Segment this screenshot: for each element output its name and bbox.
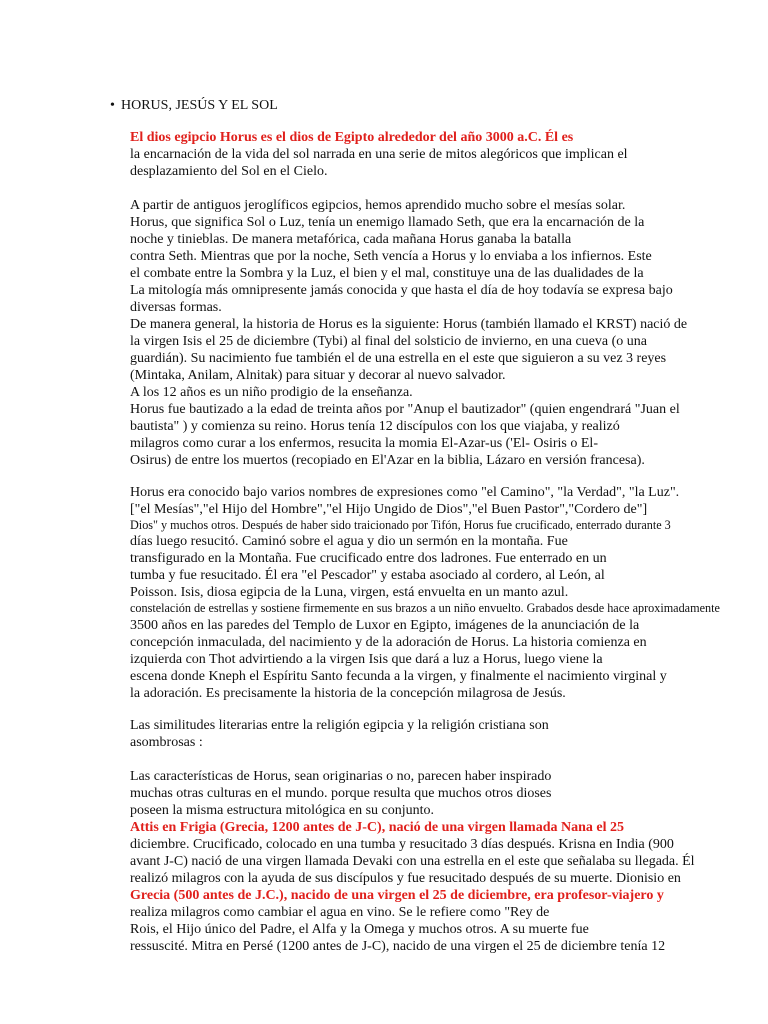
text-line: milagros como curar a los enfermos, resucita la momia El-Azar-us ('El- Osiris o El- xyxy=(130,436,598,451)
text-line: Dios" y muchos otros. Después de haber sido traicionado por Tifón, Horus fue crucificado, enterrado durante 3 xyxy=(130,518,671,532)
text-line: la virgen Isis el 25 de diciembre (Tybi) al final del solsticio de invierno, en una cueva (o una xyxy=(130,334,647,349)
text-line: la adoración. Es precisamente la historia de la concepción milagrosa de Jesús. xyxy=(130,686,566,701)
text-line: Grecia (500 antes de J.C.), nacido de una virgen el 25 de diciembre, era profesor-viajero y xyxy=(130,888,664,903)
text-line: constelación de estrellas y sostiene firmemente en sus brazos a un niño envuelto. Grabados desde hace aproximadamente xyxy=(130,601,720,615)
text-line: asombrosas : xyxy=(130,735,203,750)
text-line: el combate entre la Sombra y la Luz, el bien y el mal, constituye una de las dualidades de la xyxy=(130,266,644,281)
text-line: A partir de antiguos jeroglíficos egipcios, hemos aprendido mucho sobre el mesías solar. xyxy=(130,198,626,213)
text-line: guardián). Su nacimiento fue también el de una estrella en el este que siguieron a su vez 3 reyes xyxy=(130,351,667,366)
text-line: realizó milagros con la ayuda de sus discípulos y fue resucitado después de su muerte. Dionisio en xyxy=(130,871,681,886)
text-line: noche y tinieblas. De manera metafórica, cada mañana Horus ganaba la batalla xyxy=(130,232,572,247)
text-line: (Mintaka, Anilam, Alnitak) para situar y decorar al nuevo salvador. xyxy=(130,368,506,383)
text-line: ["el Mesías","el Hijo del Hombre","el Hijo Ungido de Dios","el Buen Pastor","Cordero de"] xyxy=(130,502,648,517)
text-line: izquierda con Thot advirtiendo a la virgen Isis que dará a luz a Horus, luego viene la xyxy=(130,652,603,667)
text-line: ressuscité. Mitra en Persé (1200 antes de J-C), nacido de una virgen el 25 de diciembre tenía 12 xyxy=(130,939,666,954)
text-line: Horus fue bautizado a la edad de treinta años por "Anup el bautizador" (quien engendrará "Juan el xyxy=(130,402,680,417)
text-line: la encarnación de la vida del sol narrada en una serie de mitos alegóricos que implican el xyxy=(130,147,628,162)
text-line: tumba y fue resucitado. Él era "el Pescador" y estaba asociado al cordero, al León, al xyxy=(130,568,605,583)
text-line: bautista" ) y comienza su reino. Horus tenía 12 discípulos con los que viajaba, y realizó xyxy=(130,419,620,434)
text-line: El dios egipcio Horus es el dios de Egipto alrededor del año 3000 a.C. Él es xyxy=(130,130,574,145)
text-line: escena donde Kneph el Espíritu Santo fecunda a la virgen, y finalmente el nacimiento virginal y xyxy=(130,669,667,684)
text-line: 3500 años en las paredes del Templo de Luxor en Egipto, imágenes de la anunciación de la xyxy=(130,618,640,633)
text-line: A los 12 años es un niño prodigio de la enseñanza. xyxy=(130,385,413,400)
text-line: Las similitudes literarias entre la religión egipcia y la religión cristiana son xyxy=(130,718,549,733)
text-line: De manera general, la historia de Horus es la siguiente: Horus (también llamado el KRST) nació de xyxy=(130,317,688,332)
text-line: Attis en Frigia (Grecia, 1200 antes de J-C), nació de una virgen llamada Nana el 25 xyxy=(130,820,624,835)
bullet-marker: • xyxy=(110,98,115,113)
text-line: Poisson. Isis, diosa egipcia de la Luna, virgen, está envuelta en un manto azul. xyxy=(130,585,569,600)
text-line: contra Seth. Mientras que por la noche, Seth vencía a Horus y lo enviaba a los infiernos. Este xyxy=(130,249,652,264)
text-line: concepción inmaculada, del nacimiento y de la adoración de Horus. La historia comienza en xyxy=(130,635,647,650)
text-line: poseen la misma estructura mitológica en su conjunto. xyxy=(130,803,435,818)
text-line: desplazamiento del Sol en el Cielo. xyxy=(130,164,328,179)
text-line: transfigurado en la Montaña. Fue crucificado entre dos ladrones. Fue enterrado en un xyxy=(130,551,607,566)
text-line: Las características de Horus, sean originarias o no, parecen haber inspirado xyxy=(130,769,552,784)
text-line: muchas otras culturas en el mundo. porque resulta que muchos otros dioses xyxy=(130,786,552,801)
text-line: diversas formas. xyxy=(130,300,222,315)
text-line: Osirus) de entre los muertos (recopiado en El'Azar en la biblia, Lázaro en versión francesa). xyxy=(130,453,645,468)
text-line: Rois, el Hijo único del Padre, el Alfa y la Omega y muchos otros. A su muerte fue xyxy=(130,922,589,937)
text-line: realiza milagros como cambiar el agua en vino. Se le refiere como "Rey de xyxy=(130,905,550,920)
text-line: avant J-C) nació de una virgen llamada Devaki con una estrella en el este que señalaba su llegada. Él xyxy=(130,854,695,869)
text-line: Horus, que significa Sol o Luz, tenía un enemigo llamado Seth, que era la encarnación de la xyxy=(130,215,645,230)
text-line: Horus era conocido bajo varios nombres de expresiones como "el Camino", "la Verdad", "la Luz". xyxy=(130,485,680,500)
section-heading: HORUS, JESÚS Y EL SOL xyxy=(121,98,278,113)
text-line: La mitología más omnipresente jamás conocida y que hasta el día de hoy todavía se expresa bajo xyxy=(130,283,673,298)
text-line: diciembre. Crucificado, colocado en una tumba y resucitado 3 días después. Krisna en India (900 xyxy=(130,837,674,852)
text-line: días luego resucitó. Caminó sobre el agua y dio un sermón en la montaña. Fue xyxy=(130,534,568,549)
